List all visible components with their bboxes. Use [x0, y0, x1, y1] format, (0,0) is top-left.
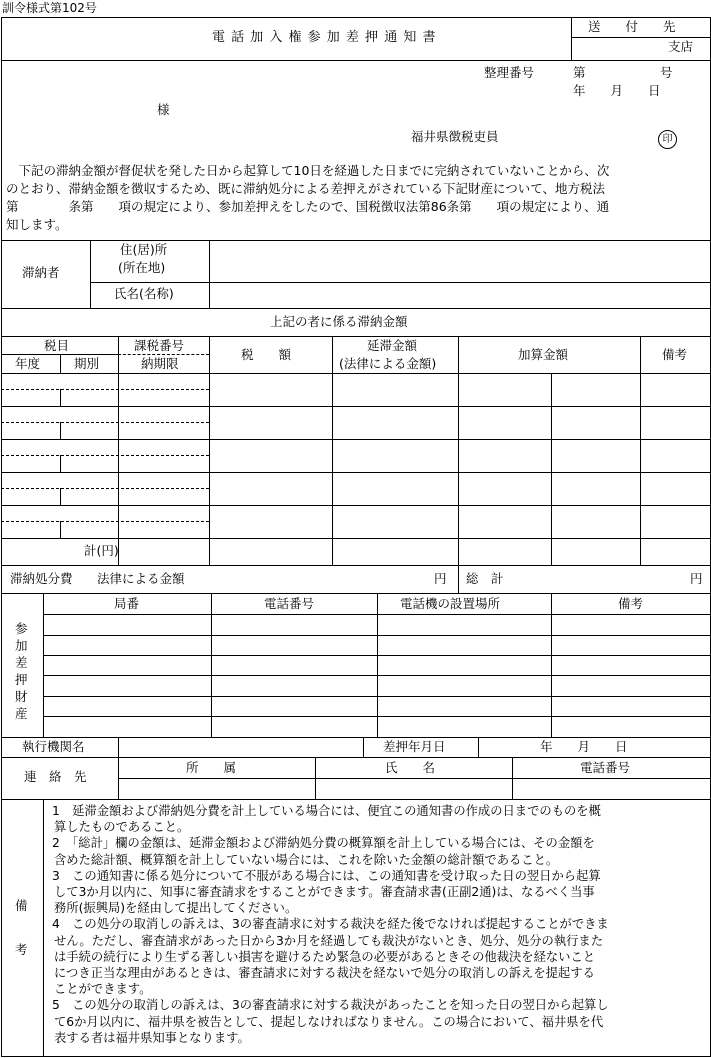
property-remarks-header: 備考 [618, 596, 644, 611]
addition-header: 加算金額 [518, 347, 569, 362]
note-line: 1 延滞金額および滞納処分費を計上している場合には、便宜この通知書の作成の日までのものを概 [52, 804, 601, 818]
note-line: 2 「総計」欄の金額は、延滞金額および滞納処分費の概算額を計上している場合には、その金額を [52, 836, 595, 851]
issue-date: 年 月 日 [573, 83, 661, 98]
note-line: 3 この通知書に係る処分について不服がある場合には、この通知書を受け取った日の翌日から起算 [52, 868, 601, 883]
total-label: 計(円) [84, 543, 119, 558]
property-side-char: 差 [15, 655, 28, 670]
official-title: 福井県徴税吏員 [411, 129, 499, 144]
body-line: 第 条第 項の規定により、参加差押えをしたので、国税徴収法第86条第 項の規定により、通 [6, 199, 610, 214]
name-label: 氏名(名称) [114, 286, 174, 301]
late-fee-header: 延滞金額 [367, 338, 418, 353]
seizure-date-label: 差押年月日 [383, 739, 446, 754]
form-number: 訓令様式第102号 [2, 1, 97, 15]
branch-label: 支店 [668, 39, 694, 54]
legal-amount-label: 法律による金額 [97, 571, 185, 586]
seal-icon: 印 [658, 130, 677, 149]
contact-name-header: 氏 名 [385, 760, 436, 775]
grand-total-label: 総 計 [466, 571, 504, 586]
property-side-label [15, 620, 29, 722]
body-line: 下記の滞納金額が督促状を発した日から起算して10日を経過した日までに完納されていないことから、次 [6, 163, 610, 178]
tax-item-header: 税目 [44, 338, 70, 353]
period-header: 期別 [74, 356, 100, 371]
note-line: 務所(振興局)を経由して提出してください。 [54, 901, 298, 916]
addressee-sama: 様 [157, 102, 170, 117]
disposal-fee-label: 滞納処分費 [10, 571, 73, 586]
agency-label: 執行機関名 [22, 739, 85, 754]
note-line: ことができます。 [54, 982, 152, 997]
note-line: 含めた総計額、概算額を計上していない場合には、これを除いた金額の総計額であること。 [54, 852, 559, 867]
install-location-header: 電話機の設置場所 [400, 596, 501, 611]
note-line: 表する者は福井県知事となります。 [54, 1030, 250, 1045]
note-line: 算したものであること。 [54, 820, 190, 835]
property-side-char: 押 [15, 672, 28, 687]
contact-label: 連 絡 先 [24, 769, 87, 784]
ref-no-dai: 第 [573, 65, 586, 80]
address-label-2: (所在地) [118, 260, 166, 275]
amount-section-title: 上記の者に係る滞納金額 [270, 314, 408, 329]
property-side-char: 加 [15, 638, 28, 653]
phone-no-header: 電話番号 [264, 596, 315, 611]
contact-phone-header: 電話番号 [580, 760, 631, 775]
notes-side-1: 備 [15, 898, 28, 913]
taxpayer-label: 滞納者 [22, 265, 60, 280]
notes-list [52, 803, 708, 1046]
note-line: て6か月以内に、福井県を被告として、提起しなければなりません。この場合において、福井県を代 [54, 1014, 604, 1029]
note-line: せん。ただし、審査請求があった日から3か月を経過しても裁決がないとき、処分、処分の執行また [54, 933, 604, 948]
due-header: 納期限 [141, 356, 179, 371]
note-line: は手続の続行により生ずる著しい損害を避けるため緊急の必要があるときその他裁決を経ないこと [54, 949, 596, 964]
note-line: につき正当な理由があるときは、審査請求に対する裁決を経ないで処分の取消しの訴えを提起する [54, 966, 595, 981]
contact-dept-header: 所 属 [186, 760, 237, 775]
body-text [6, 162, 708, 234]
late-fee-header-2: (法律による金額) [339, 356, 437, 371]
note-line: 5 この処分の取消しの訴えは、3の審査請求に対する裁決があったことを知った日の翌日から起算し [52, 998, 609, 1013]
property-side-char: 財 [15, 689, 28, 704]
grand-total-yen: 円 [690, 571, 703, 586]
property-side-char: 参 [15, 621, 28, 636]
seizure-date-value: 年 月 日 [540, 739, 628, 754]
body-line: 知します。 [6, 217, 68, 232]
note-line: して3か月以内に、知事に審査請求をすることができます。審査請求書(正副2通)は、なるべく当事 [54, 885, 595, 900]
notes-side-2: 考 [15, 942, 28, 957]
sender-label: 送 付 先 [588, 19, 676, 34]
property-side-char: 産 [15, 706, 28, 721]
body-line: のとおり、滞納金額を徴収するため、既に滞納処分による差押えがされている下記財産について、地方税法 [6, 181, 606, 196]
ref-no-label: 整理番号 [484, 65, 535, 80]
tax-amount-header: 税 額 [241, 347, 292, 362]
page-title: 電 話 加 入 権 参 加 差 押 通 知 書 [212, 30, 437, 45]
remarks-header: 備考 [662, 347, 688, 362]
address-label: 住(居)所 [120, 242, 168, 257]
year-header: 年度 [15, 356, 41, 371]
note-line: 4 この処分の取消しの訴えは、3の審査請求に対する裁決を経た後でなければ提起することができま [52, 917, 609, 932]
tax-no-header: 課税番号 [134, 338, 185, 353]
station-no-header: 局番 [114, 596, 140, 611]
yen-unit: 円 [434, 571, 447, 586]
ref-no-go: 号 [660, 65, 673, 80]
